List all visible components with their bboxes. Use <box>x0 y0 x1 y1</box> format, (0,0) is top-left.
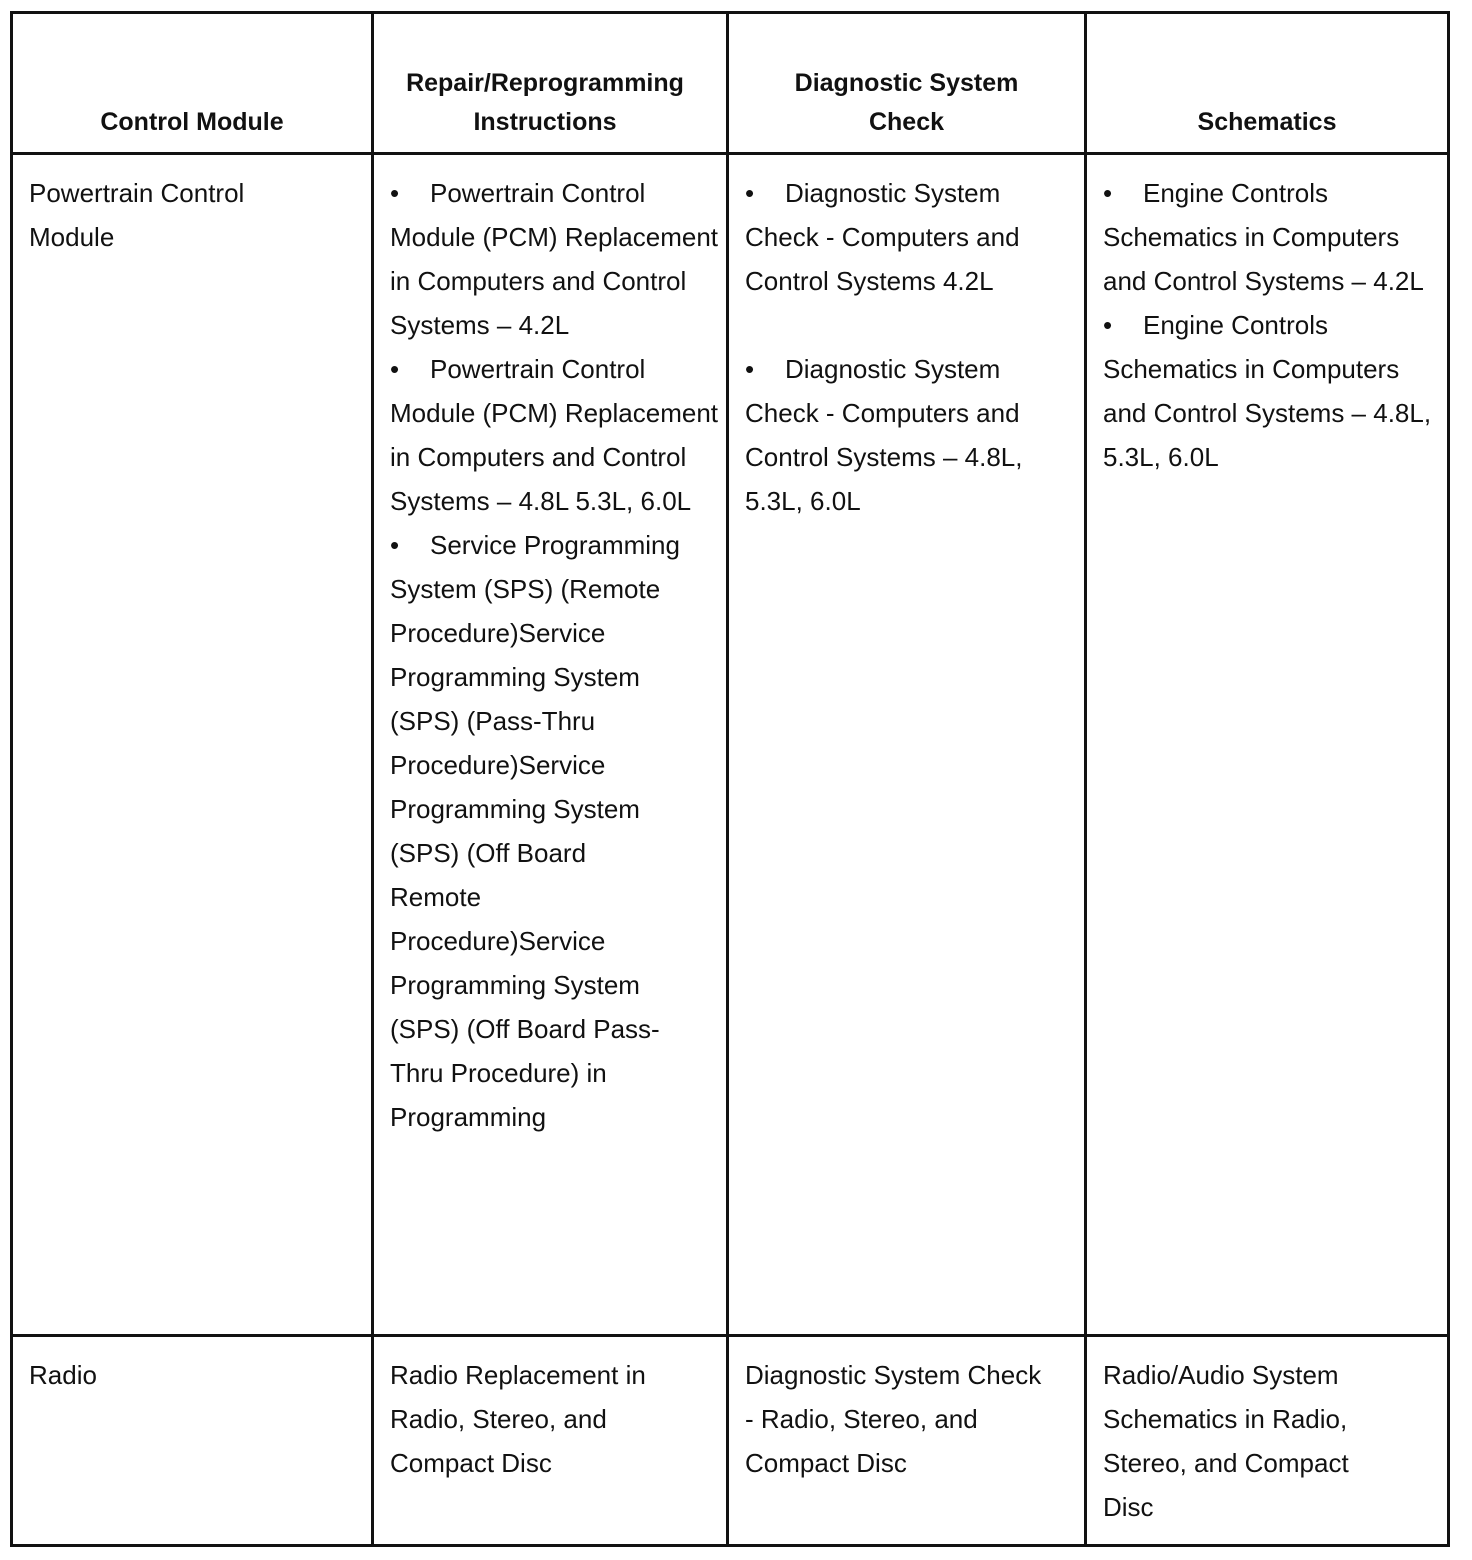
bullet-icon: • <box>745 354 755 384</box>
bullet-icon: • <box>390 178 400 208</box>
bullet-icon: • <box>745 178 755 208</box>
bullet-icon: • <box>390 530 400 560</box>
header-control-module: Control Module <box>12 13 373 154</box>
cell-schematics <box>1086 1336 1449 1546</box>
header-repair-instructions: Repair/Reprogramming Instructions <box>373 13 728 154</box>
cell-repair <box>373 1336 728 1546</box>
module-name: Powertrain Control Module <box>29 178 245 252</box>
table-row <box>12 1336 1449 1546</box>
cell-module <box>12 1336 373 1546</box>
schematics-link-1[interactable]: Engine Controls Schematics in Computers and Control Systems – 4.2L <box>1103 178 1424 296</box>
list-item <box>1103 303 1439 479</box>
list-item <box>390 523 680 1139</box>
cell-module <box>12 154 373 1336</box>
list-item <box>390 171 718 347</box>
cell-repair <box>373 154 728 1336</box>
table-row <box>12 154 1449 1336</box>
control-module-table <box>10 11 1450 1547</box>
cell-schematics <box>1086 154 1449 1336</box>
bullet-icon: • <box>1103 178 1113 208</box>
header-diagnostic-check: Diagnostic System Check <box>728 13 1086 154</box>
cell-diagnostic <box>728 154 1086 1336</box>
header-schematics: Schematics <box>1086 13 1449 154</box>
bullet-icon: • <box>1103 310 1113 340</box>
diagnostic-link[interactable]: Diagnostic System Check - Radio, Stereo, and Compact Disc <box>745 1360 1042 1478</box>
list-item <box>745 171 1076 303</box>
schematics-link-2[interactable]: Engine Controls Schematics in Computers and Control Systems – 4.8L, 5.3L, 6.0L <box>1103 310 1432 472</box>
repair-link-2[interactable]: Powertrain Control Module (PCM) Replacement in Computers and Control Systems – 4.8L 5.3L, 6.0L <box>390 354 719 516</box>
header-row <box>12 13 1449 154</box>
list-item <box>1103 171 1439 303</box>
diagnostic-link-2[interactable]: Diagnostic System Check - Computers and Control Systems – 4.8L, 5.3L, 6.0L <box>745 354 1023 516</box>
list-item <box>390 347 718 523</box>
schematics-link[interactable]: Radio/Audio System Schematics in Radio, Stereo, and Compact Disc <box>1103 1360 1349 1522</box>
repair-link-3[interactable]: Service Programming System (SPS) (Remote Procedure)Service Programming System (SPS) (Pass-Thru Procedure)Service Programming System (SPS) (Off Board Remote Procedure)Service Programming System (SPS) (Off Board Pass-Thru Procedure) in Programming <box>390 530 680 1132</box>
cell-diagnostic <box>728 1336 1086 1546</box>
repair-link[interactable]: Radio Replacement in Radio, Stereo, and Compact Disc <box>390 1360 646 1478</box>
module-name: Radio <box>29 1360 97 1390</box>
bullet-icon: • <box>390 354 400 384</box>
diagnostic-link-1[interactable]: Diagnostic System Check - Computers and Control Systems 4.2L <box>745 178 1020 296</box>
repair-link-1[interactable]: Powertrain Control Module (PCM) Replacement in Computers and Control Systems – 4.2L <box>390 178 719 340</box>
list-item <box>745 347 1076 523</box>
